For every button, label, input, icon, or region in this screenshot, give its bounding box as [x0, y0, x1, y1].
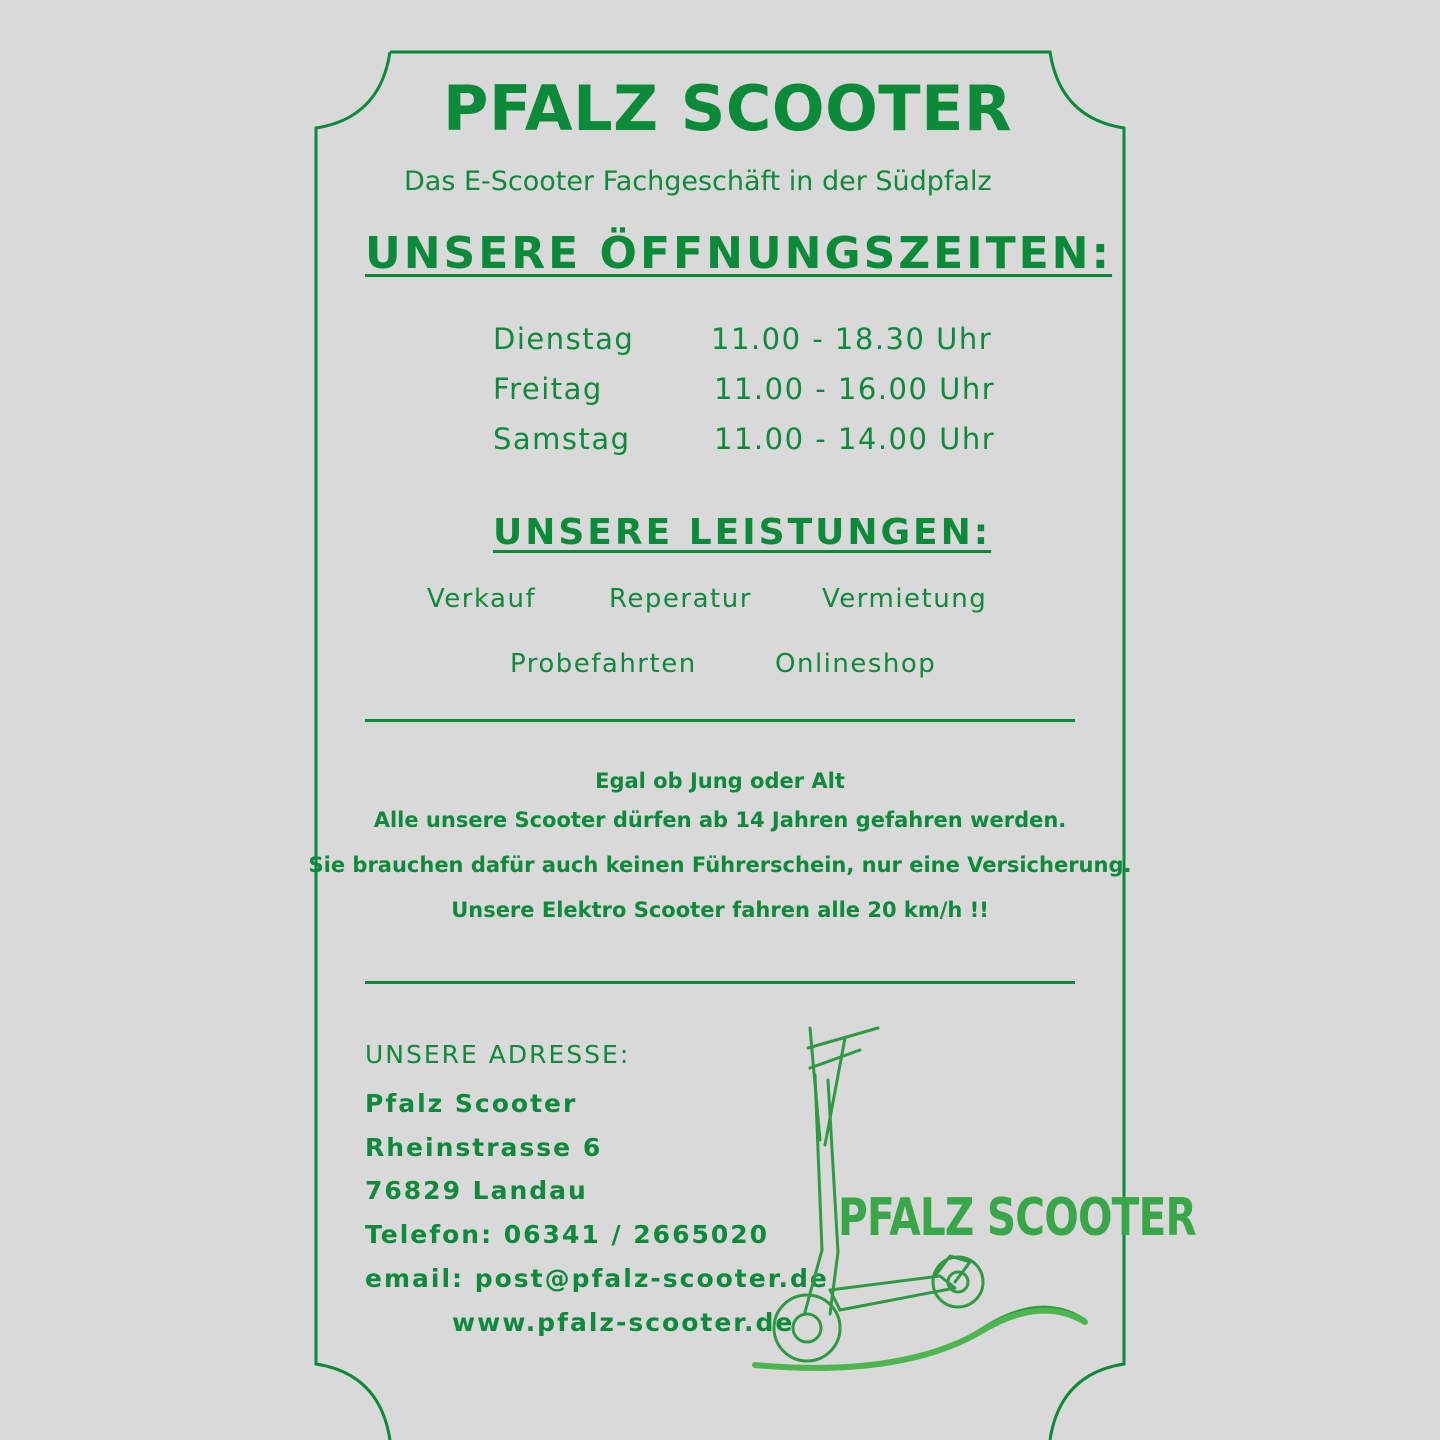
- info-line: Sie brauchen dafür auch keinen Führerschein, nur eine Versicherung.: [308, 853, 1132, 877]
- address-heading: UNSERE ADRESSE:: [365, 1040, 631, 1069]
- info-line: Egal ob Jung oder Alt: [595, 769, 845, 793]
- address-line: Pfalz Scooter: [365, 1089, 578, 1118]
- hours-time: 11.00 - 18.30 Uhr: [711, 322, 993, 356]
- phone-line: Telefon: 06341 / 2665020: [365, 1220, 770, 1249]
- address-line: 76829 Landau: [365, 1176, 588, 1205]
- info-line: Unsere Elektro Scooter fahren alle 20 km/h !!: [451, 898, 989, 922]
- hours-day: Freitag: [493, 372, 603, 406]
- service-item: Verkauf: [427, 584, 537, 614]
- hours-day: Dienstag: [493, 322, 635, 356]
- service-item: Onlineshop: [775, 649, 937, 679]
- address-line: Rheinstrasse 6: [365, 1133, 603, 1162]
- divider: [365, 719, 1075, 722]
- email-line[interactable]: email: post@pfalz-scooter.de: [365, 1264, 829, 1293]
- divider: [365, 981, 1075, 984]
- service-item: Reperatur: [609, 584, 752, 614]
- service-item: Vermietung: [822, 584, 988, 614]
- hours-time: 11.00 - 16.00 Uhr: [714, 372, 996, 406]
- info-line: Alle unsere Scooter dürfen ab 14 Jahren gefahren werden.: [373, 808, 1067, 832]
- page-title: PFALZ SCOOTER: [443, 72, 1013, 145]
- hours-time: 11.00 - 14.00 Uhr: [714, 422, 996, 456]
- website-link[interactable]: www.pfalz-scooter.de: [452, 1308, 795, 1337]
- page-subtitle: Das E-Scooter Fachgeschäft in der Südpfalz: [404, 166, 992, 197]
- service-item: Probefahrten: [510, 649, 697, 679]
- hours-day: Samstag: [493, 422, 631, 456]
- hours-heading: UNSERE ÖFFNUNGSZEITEN:: [365, 228, 1113, 279]
- logo-wordmark: PFALZ SCOOTER: [838, 1188, 1196, 1248]
- services-heading: UNSERE LEISTUNGEN:: [493, 512, 992, 553]
